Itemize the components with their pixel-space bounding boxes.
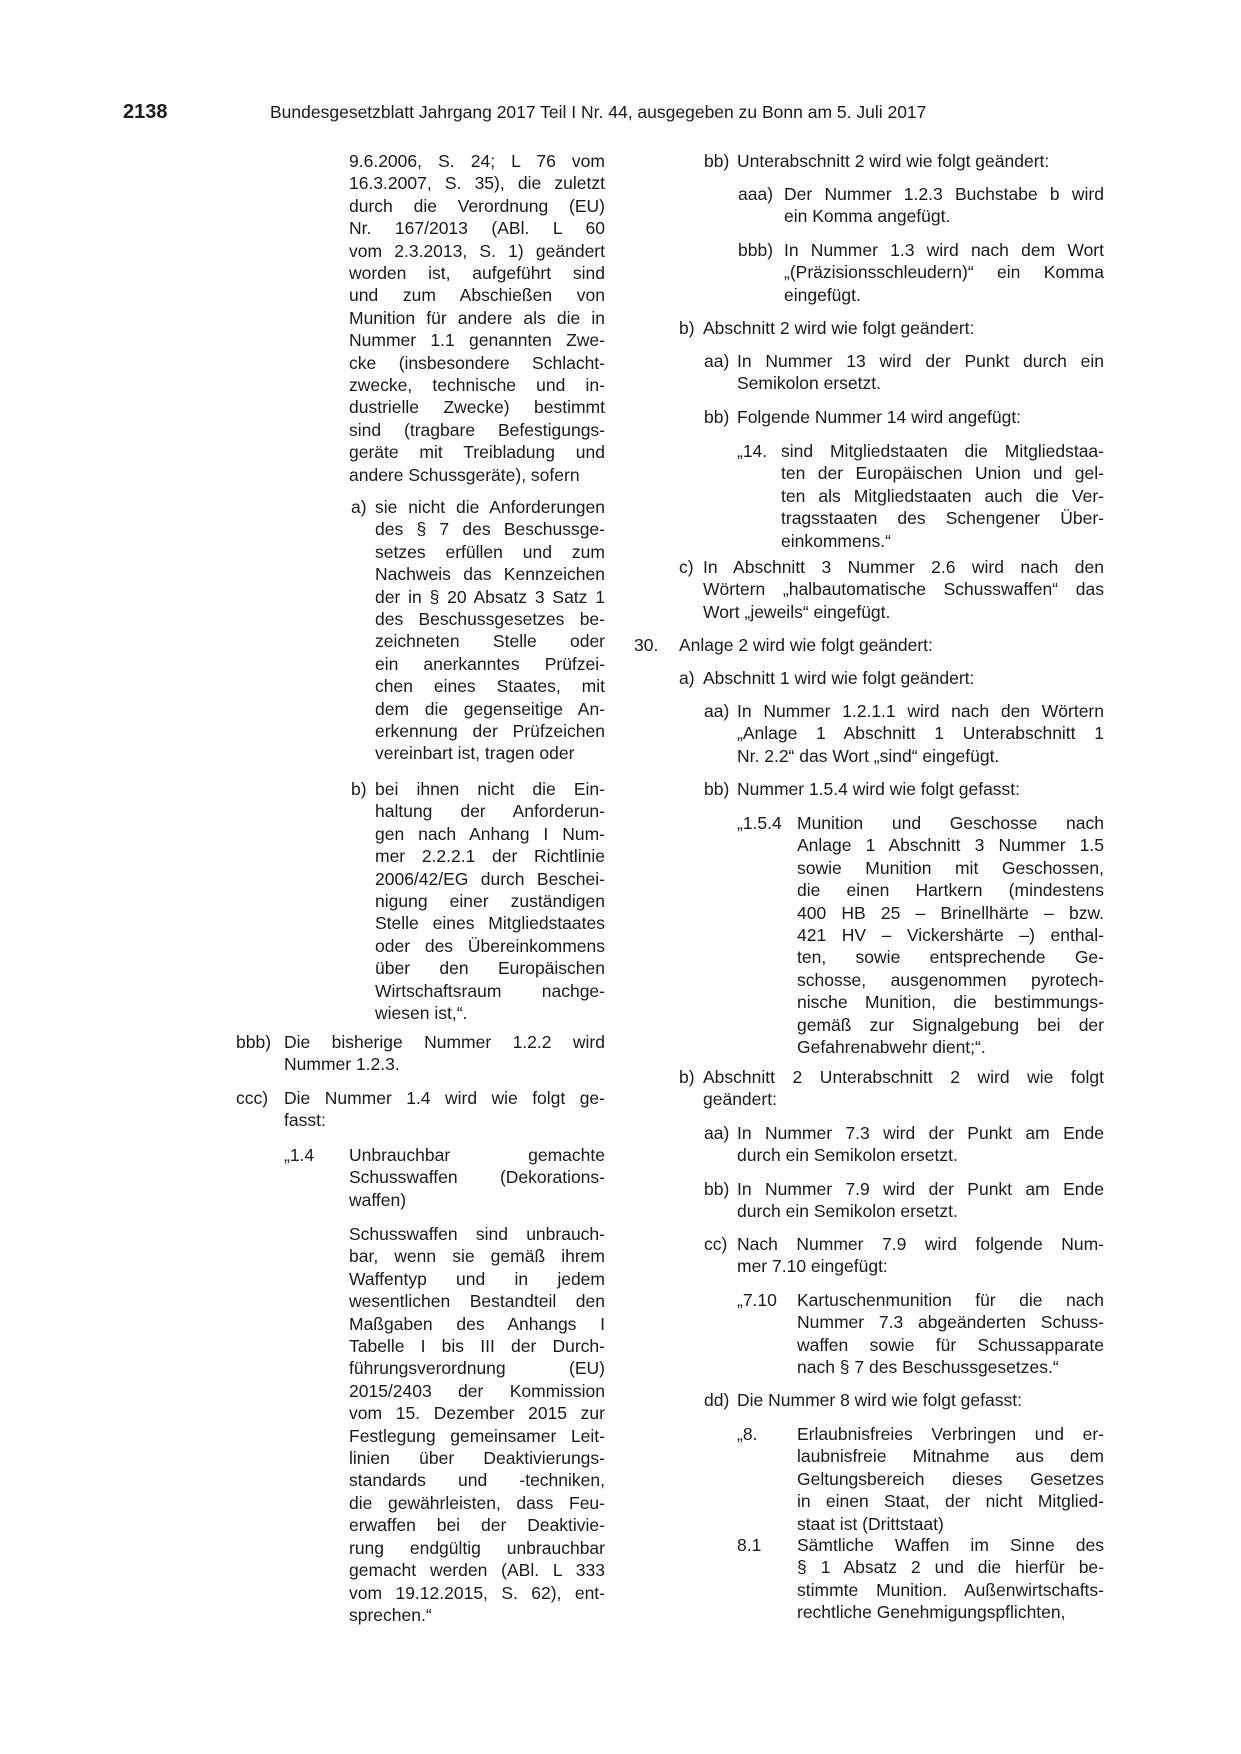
item-label-14: „14. [737,441,768,461]
item-30-b-text [703,1066,1104,1111]
text-line: „(Präzisionsschleudern)“ ein Komma [784,262,1104,283]
item-label-1-4: „1.4 [284,1145,315,1165]
text-line: vom 19.12.2015, S. 62), ent- [349,1582,605,1603]
text-line: andere Schussgeräte), sofern [349,464,580,485]
item-label-30-b-aa: aa) [704,1123,730,1143]
text-line: gemacht werden (ABl. L 333 [349,1560,605,1581]
text-line: Erlaubnisfreies Verbringen und er- [797,1424,1104,1444]
text-line: dem die gegenseitige An- [375,698,605,719]
text-line: In Nummer 7.3 wird der Punkt am Ende [737,1123,1104,1143]
text-line: Munition und Geschosse nach [797,813,1104,833]
text-line: stimmte Munition. Außenwirtschafts- [797,1579,1104,1600]
text-line: bar, wenn sie gemäß ihrem [349,1246,605,1267]
text-line: schosse, ausgenommen pyrotech- [797,969,1104,990]
item-b-text [375,778,605,1024]
text-line: vom 2.3.2013, S. 1) geändert [349,240,605,261]
item-8-text [797,1423,1104,1535]
text-line: Waffentyp und in jedem [349,1268,605,1289]
text-line: staat ist (Drittstaat) [797,1513,944,1534]
text-line: Festlegung gemeinsamer Leit- [349,1425,605,1446]
text-line: ten als Mitgliedstaaten auch die Ver- [781,485,1104,506]
text-line: sowie Munition mit Geschossen, [797,857,1104,878]
text-line: § 1 Absatz 2 und die hierfür be- [797,1557,1104,1578]
text-line: wesentlichen Bestandteil den [349,1291,605,1312]
text-line: tragsstaaten des Schengener Über- [781,508,1104,529]
text-line: Folgende Nummer 14 wird angefügt: [737,407,1022,427]
item-b-aa-text [737,350,1104,395]
item-label-30-b-bb: bb) [704,1179,730,1199]
text-line: In Nummer 1.2.1.1 wird nach den Wörtern [737,701,1104,721]
item-30-b-bb-text [737,1178,1104,1223]
text-line: erkennung der Prüfzeichen [375,721,605,742]
text-line: ein Komma angefügt. [784,206,951,227]
item-label-30-a: a) [679,668,695,688]
text-line: und zum Abschießen von [349,285,605,306]
item-bbb-text [284,1031,605,1076]
text-line: Nummer 1.1 genannten Zwe- [349,330,605,351]
item-label-30-b: b) [679,1067,695,1087]
text-line: Nummer 1.2.3. [284,1054,400,1075]
text-line: In Abschnitt 3 Nummer 2.6 wird nach den [703,557,1104,577]
item-label-30-b-dd: dd) [704,1390,730,1410]
text-line: Nummer 7.3 abgeänderten Schuss- [797,1312,1104,1333]
text-line: ten der Europäischen Union und gel- [781,463,1104,484]
item-label-aaa: aaa) [738,184,774,204]
text-line: Unterabschnitt 2 wird wie folgt geändert: [737,151,1050,171]
text-line: bei ihnen nicht die Ein- [375,779,605,799]
item-label-b-aa: aa) [704,351,730,371]
text-line: Abschnitt 1 wird wie folgt geändert: [703,668,975,688]
text-line: Kartuschenmunition für die nach [797,1290,1104,1310]
item-label-bbb-right: bbb) [738,240,774,260]
text-line: haltung der Anforderun- [375,801,605,822]
text-line: chen eines Staates, mit [375,676,605,697]
text-line: Nachweis das Kennzeichen [375,564,605,585]
text-line: 2015/2403 der Kommission [349,1380,605,1401]
text-line: durch ein Semikolon ersetzt. [737,1145,958,1166]
text-line: In Nummer 13 wird der Punkt durch ein [737,351,1104,371]
text-line: fasst: [284,1110,326,1131]
text-line: Der Nummer 1.2.3 Buchstabe b wird [784,184,1104,204]
text-line: Die Nummer 1.4 wird wie folgt ge- [284,1088,605,1108]
text-line: mer 2.2.2.1 der Richtlinie [375,846,605,867]
item-bb-text [737,150,1104,172]
text-line: ein anerkanntes Prüfzei- [375,653,605,674]
item-30-b-aa-text [737,1122,1104,1167]
text-line: eingefügt. [784,284,861,305]
text-line: waffen) [349,1189,407,1210]
item-b-bb-text [737,406,1104,428]
item-label-8-1: 8.1 [737,1535,762,1555]
text-line: Nr. 167/2013 (ABl. L 60 [349,218,605,239]
item-8-1-text [797,1534,1104,1624]
text-line: Nach Nummer 7.9 wird folgende Num- [737,1234,1104,1254]
item-label-30-a-bb: bb) [704,779,730,799]
item-30-text [679,634,1104,656]
text-line: 16.3.2007, S. 35), die zuletzt [349,173,605,194]
item-label-b-bb: bb) [704,407,730,427]
page-header [0,101,1241,125]
text-line: Gefahrenabwehr dient;“. [797,1037,986,1058]
text-line: setzes erfüllen und zum [375,541,605,562]
item-1-4-title [349,1144,605,1211]
text-line: standards und -techniken, [349,1470,605,1491]
text-line: geändert: [703,1089,777,1110]
text-line: Anlage 2 wird wie folgt geändert: [679,635,933,655]
text-line: zeichneten Stelle oder [375,631,605,652]
text-line: Die bisherige Nummer 1.2.2 wird [284,1032,605,1052]
text-line: Abschnitt 2 wird wie folgt geändert: [703,318,975,338]
text-line: In Nummer 1.3 wird nach dem Wort [784,240,1104,260]
text-line: geräte mit Treibladung und [349,442,605,463]
text-line: oder des Übereinkommens [375,935,605,956]
text-line: Tabelle I bis III der Durch- [349,1336,605,1357]
item-label-bb: bb) [704,151,730,171]
text-line: Schusswaffen sind unbrauch- [349,1224,605,1244]
text-line: des Beschussgesetzes be- [375,609,605,630]
text-line: nach § 7 des Beschussgesetzes.“ [797,1357,1059,1378]
item-aaa-text [784,183,1104,228]
text-line: „Anlage 1 Abschnitt 1 Unterabschnitt 1 [737,723,1104,744]
item-label-a: a) [351,497,367,517]
text-line: Wirtschaftsraum nachge- [375,980,605,1001]
text-line: Anlage 1 Abschnitt 3 Nummer 1.5 [797,835,1104,856]
text-line: In Nummer 7.9 wird der Punkt am Ende [737,1179,1104,1199]
text-line: Wörtern „halbautomatische Schusswaffen“ das [703,579,1104,600]
item-c-text [703,556,1104,623]
text-line: Munition für andere als die in [349,307,605,328]
text-line: Geltungsbereich dieses Gesetzes [797,1468,1104,1489]
text-line: Die Nummer 8 wird wie folgt gefasst: [737,1390,1022,1410]
text-line: rung endgültig unbrauchbar [349,1537,605,1558]
item-label-c: c) [679,557,694,577]
text-line: laubnisfreie Mitnahme aus dem [797,1446,1104,1467]
text-line: linien über Deaktivierungs- [349,1448,605,1469]
item-label-1-5-4: „1.5.4 [737,813,782,833]
text-line: durch ein Semikolon ersetzt. [737,1201,958,1222]
text-line: sprechen.“ [349,1604,432,1625]
text-line: Unbrauchbar gemachte [349,1145,605,1165]
text-line: zwecke, technische und in- [349,375,605,396]
text-line: 9.6.2006, S. 24; L 76 vom [349,151,605,171]
item-label-30-b-cc: cc) [704,1234,728,1254]
text-line: waffen sowie für Schussapparate [797,1334,1104,1355]
item-b-right-text [703,317,1104,339]
text-line: einkommens.“ [781,530,891,551]
item-a-text [375,496,605,765]
text-line: sind Mitgliedstaaten die Mitgliedstaa- [781,441,1104,461]
text-line: sind (tragbare Befestigungs- [349,419,605,440]
left-paragraph-continued [349,150,605,486]
running-title: Bundesgesetzblatt Jahrgang 2017 Teil I Nr. 44, ausgegeben zu Bonn am 5. Juli 2017 [270,102,927,122]
text-line: die gewährleisten, dass Feu- [349,1492,605,1513]
item-1-5-4-text [797,812,1104,1058]
text-line: gemäß zur Signalgebung bei der [797,1014,1104,1035]
item-ccc-text [284,1087,605,1132]
text-line: über den Europäischen [375,958,605,979]
text-line: die einen Hartkern (mindestens [797,880,1104,901]
item-label-b: b) [351,779,367,799]
item-14-text [781,440,1104,552]
item-label-bbb: bbb) [236,1032,272,1052]
text-line: cke (insbesondere Schlacht- [349,352,605,373]
text-line: des § 7 des Beschussge- [375,519,605,540]
text-line: vereinbart ist, tragen oder [375,743,575,764]
text-line: Semikolon ersetzt. [737,373,881,394]
text-line: Nummer 1.5.4 wird wie folgt gefasst: [737,779,1021,799]
item-label-b-right: b) [679,318,695,338]
text-line: der in § 20 Absatz 3 Satz 1 [375,586,605,607]
text-line: in einen Staat, der nicht Mitglied- [797,1491,1104,1512]
text-line: Maßgaben des Anhangs I [349,1313,605,1334]
page-number: 2138 [123,101,168,123]
text-line: Wort „jeweils“ eingefügt. [703,601,891,622]
text-line: ten, sowie entsprechende Ge- [797,947,1104,968]
text-line: Schusswaffen (Dekorations- [349,1167,605,1188]
item-label-ccc: ccc) [236,1088,269,1108]
item-1-4-body [349,1223,605,1626]
item-30-b-dd-text [737,1389,1104,1411]
item-30-b-cc-text [737,1233,1104,1278]
text-line: 2006/42/EG durch Beschei- [375,868,605,889]
text-line: dustrielle Zwecke) bestimmt [349,397,605,418]
item-30-a-bb-text [737,778,1104,800]
text-line: Stelle eines Mitgliedstaates [375,913,605,934]
item-label-8: „8. [737,1424,758,1444]
text-line: mer 7.10 eingefügt: [737,1256,888,1277]
text-line: durch die Verordnung (EU) [349,195,605,216]
text-line: Nr. 2.2“ das Wort „sind“ eingefügt. [737,745,1000,766]
text-line: 421 HV – Vickershärte –) enthal- [797,925,1104,946]
item-30-a-aa-text [737,700,1104,767]
text-line: wiesen ist,“. [375,1003,468,1024]
text-line: worden ist, aufgeführt sind [349,263,605,284]
item-7-10-text [797,1289,1104,1379]
item-bbb-right-text [784,239,1104,306]
text-line: nigung einer zuständigen [375,891,605,912]
text-line: sie nicht die Anforderungen [375,497,605,517]
text-line: 400 HB 25 – Brinellhärte – bzw. [797,902,1104,923]
text-line: nische Munition, die bestimmungs- [797,992,1104,1013]
text-line: vom 15. Dezember 2015 zur [349,1403,605,1424]
text-line: führungsverordnung (EU) [349,1358,605,1379]
item-label-30-a-aa: aa) [704,701,730,721]
item-30-a-text [703,667,1104,689]
text-line: erwaffen bei der Deaktivie- [349,1515,605,1536]
text-line: gen nach Anhang I Num- [375,823,605,844]
text-line: rechtliche Genehmigungspflichten, [797,1602,1066,1623]
text-line: Sämtliche Waffen im Sinne des [797,1535,1104,1555]
item-label-30: 30. [634,635,659,655]
text-line: Abschnitt 2 Unterabschnitt 2 wird wie folgt [703,1067,1104,1087]
item-label-7-10: „7.10 [737,1290,777,1310]
